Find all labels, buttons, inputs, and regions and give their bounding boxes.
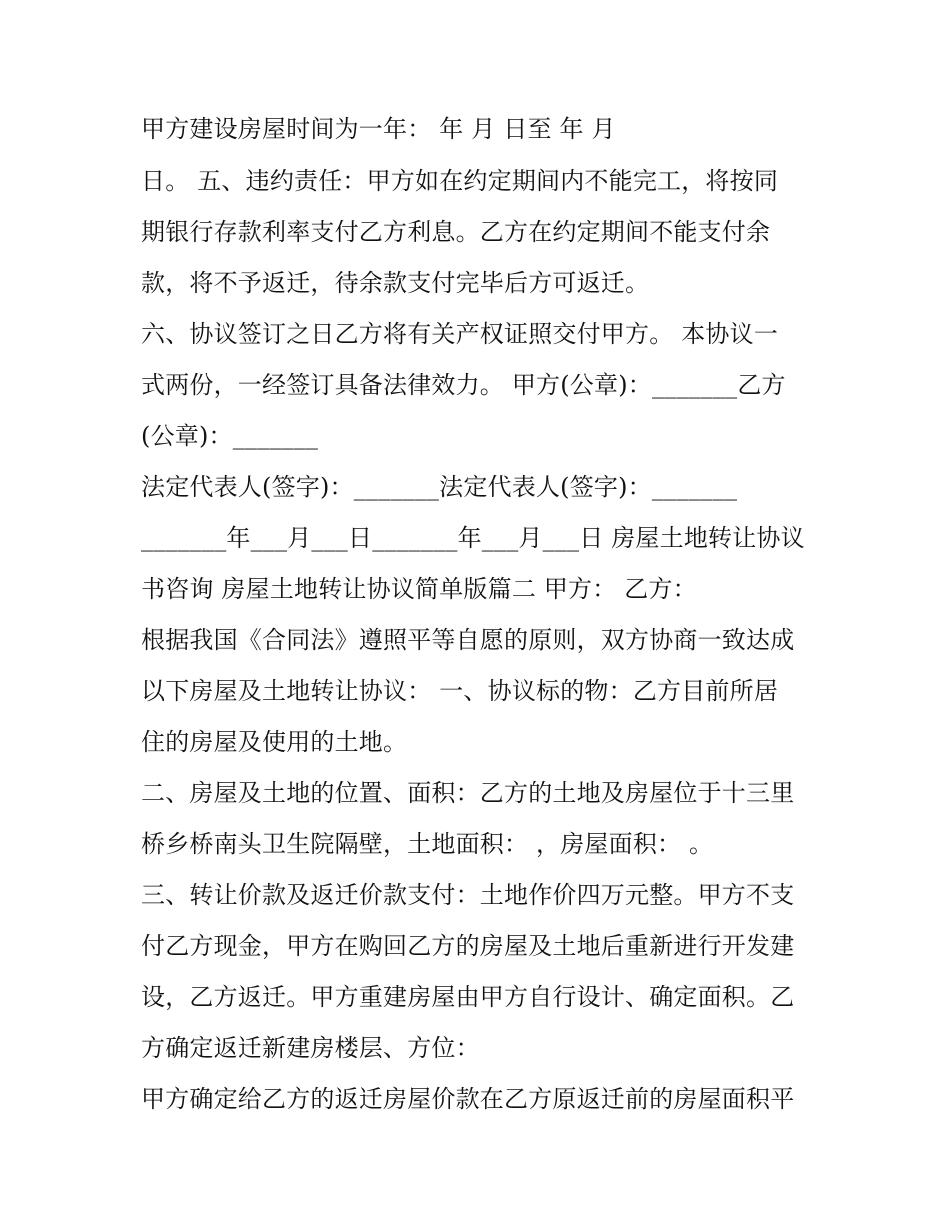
text-line: _______年___月___日_______年___月___日 房屋土地转让协议	[141, 524, 805, 552]
text-line: 六、协议签订之日乙方将有关产权证照交付甲方。 本协议一	[141, 320, 779, 348]
text-line: 三、转让价款及返迁价款支付：土地作价四万元整。甲方不支	[141, 881, 795, 909]
text-line: 款，将不予返迁，待余款支付完毕后方可返迁。	[141, 269, 650, 297]
text-line: 甲方确定给乙方的返迁房屋价款在乙方原返迁前的房屋面积平	[141, 1085, 795, 1113]
text-line: 日。 五、违约责任：甲方如在约定期间内不能完工，将按同	[141, 167, 779, 195]
text-line: 书咨询 房屋土地转让协议简单版篇二 甲方： 乙方：	[141, 575, 697, 603]
text-line: 甲方建设房屋时间为一年： 年 月 日至 年 月	[141, 115, 616, 143]
text-line: 付乙方现金，甲方在购回乙方的房屋及土地后重新进行开发建	[141, 932, 795, 960]
text-line: 以下房屋及土地转让协议： 一、协议标的物：乙方目前所居	[141, 677, 779, 705]
text-line: 设，乙方返迁。甲方重建房屋由甲方自行设计、确定面积。乙	[141, 983, 795, 1011]
text-line: 住的房屋及使用的土地。	[141, 728, 408, 756]
text-line: 法定代表人(签字)：_______法定代表人(签字)：_______	[141, 473, 738, 501]
text-line: (公章)：_______	[141, 422, 319, 450]
text-line: 二、房屋及土地的位置、面积：乙方的土地及房屋位于十三里	[141, 779, 795, 807]
text-line: 方确定返迁新建房楼层、方位：	[141, 1034, 480, 1062]
text-line: 桥乡桥南头卫生院隔壁，土地面积： ，房屋面积： 。	[141, 830, 714, 858]
text-line: 期银行存款利率支付乙方利息。乙方在约定期间不能支付余	[141, 218, 771, 246]
text-line: 式两份，一经签订具备法律效力。 甲方(公章)：_______乙方	[141, 371, 786, 399]
text-line: 根据我国《合同法》遵照平等自愿的原则，双方协商一致达成	[141, 626, 795, 654]
